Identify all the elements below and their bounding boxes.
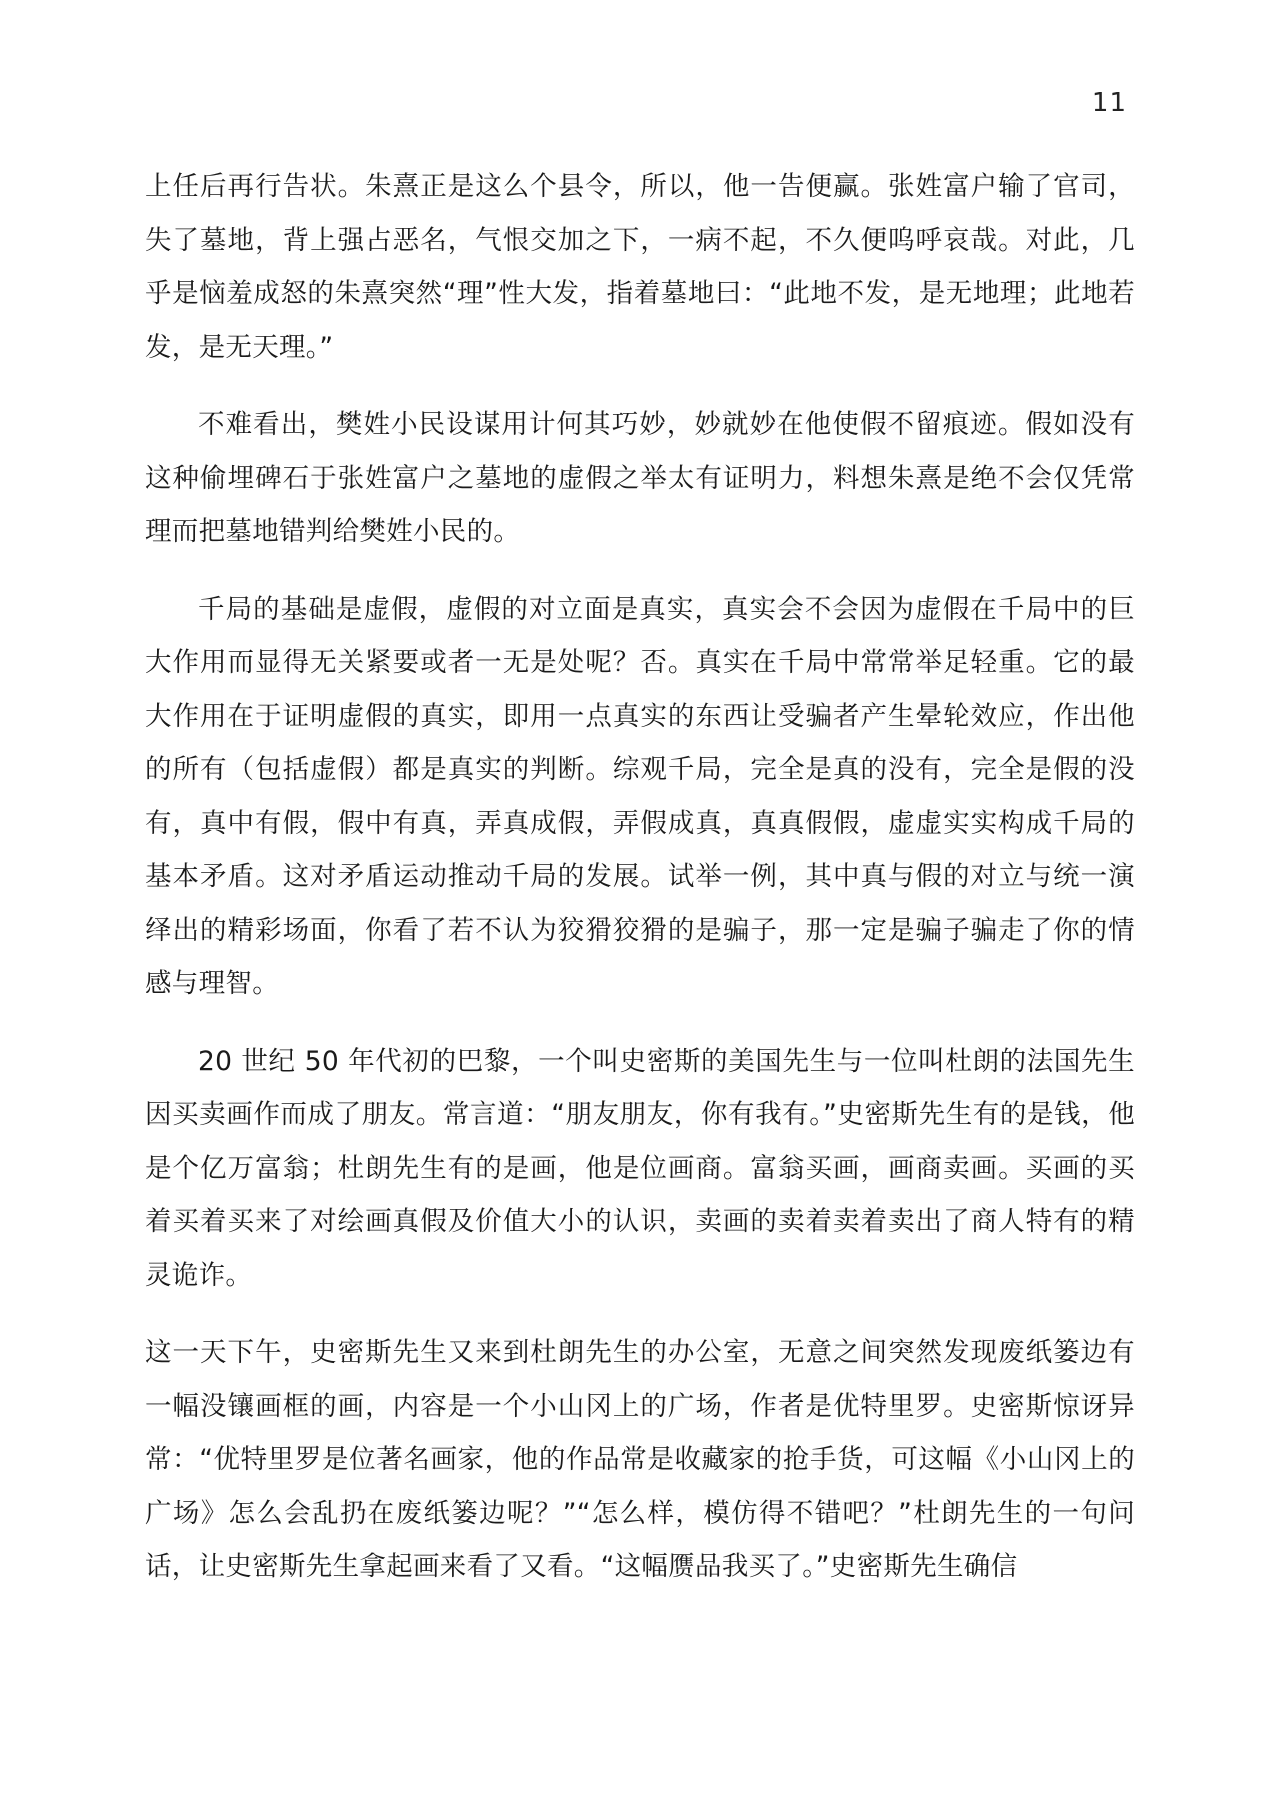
paragraph-1: 上任后再行告状。朱熹正是这么个县令，所以，他一告便赢。张姓富户输了官司，失了墓地，背上强占恶名，气恨交加之下，一病不起，不久便呜呼哀哉。对此，几乎是恼羞成怒的朱熹突然“理”性大发，指着墓地曰：“此地不发，是无地理；此地若发，是无天理。” xyxy=(145,171,1135,363)
paragraph-4: 20 世纪 50 年代初的巴黎，一个叫史密斯的美国先生与一位叫杜朗的法国先生因买卖画作而成了朋友。常言道：“朋友朋友，你有我有。”史密斯先生有的是钱，他是个亿万富翁；杜朗先生有的是画，他是位画商。富翁买画，画商卖画。买画的买着买着买来了对绘画真假及价值大小的认识，卖画的卖着卖着卖出了商人特有的精灵诡诈。 xyxy=(145,1045,1135,1291)
paragraph-5: 这一天下午，史密斯先生又来到杜朗先生的办公室，无意之间突然发现废纸篓边有一幅没镶画框的画，内容是一个小山冈上的广场，作者是优特里罗。史密斯惊讶异常：“优特里罗是位著名画家，他的作品常是收藏家的抢手货，可这幅《小山冈上的广场》怎么会乱扔在废纸篓边呢？”“怎么样，模仿得不错吧？”杜朗先生的一句问话，让史密斯先生拿起画来看了又看。“这幅赝品我买了。”史密斯先生确信 xyxy=(145,1337,1135,1582)
paragraph-2: 不难看出，樊姓小民设谋用计何其巧妙，妙就妙在他使假不留痕迹。假如没有这种偷埋碑石于张姓富户之墓地的虚假之举太有证明力，料想朱熹是绝不会仅凭常理而把墓地错判给樊姓小民的。 xyxy=(145,409,1135,547)
paragraph-3: 千局的基础是虚假，虚假的对立面是真实，真实会不会因为虚假在千局中的巨大作用而显得无关紧要或者一无是处呢？否。真实在千局中常常举足轻重。它的最大作用在于证明虚假的真实，即用一点真实的东西让受骗者产生晕轮效应，作出他的所有（包括虚假）都是真实的判断。综观千局，完全是真的没有，完全是假的没有，真中有假，假中有真，弄真成假，弄假成真，真真假假，虚虚实实构成千局的基本矛盾。这对矛盾运动推动千局的发展。试举一例，其中真与假的对立与统一演绎出的精彩场面，你看了若不认为狡猾狡猾的是骗子，那一定是骗子骗走了你的情感与理智。 xyxy=(145,593,1135,999)
page-number: 11 xyxy=(1091,88,1127,118)
page-body xyxy=(145,160,1135,1618)
